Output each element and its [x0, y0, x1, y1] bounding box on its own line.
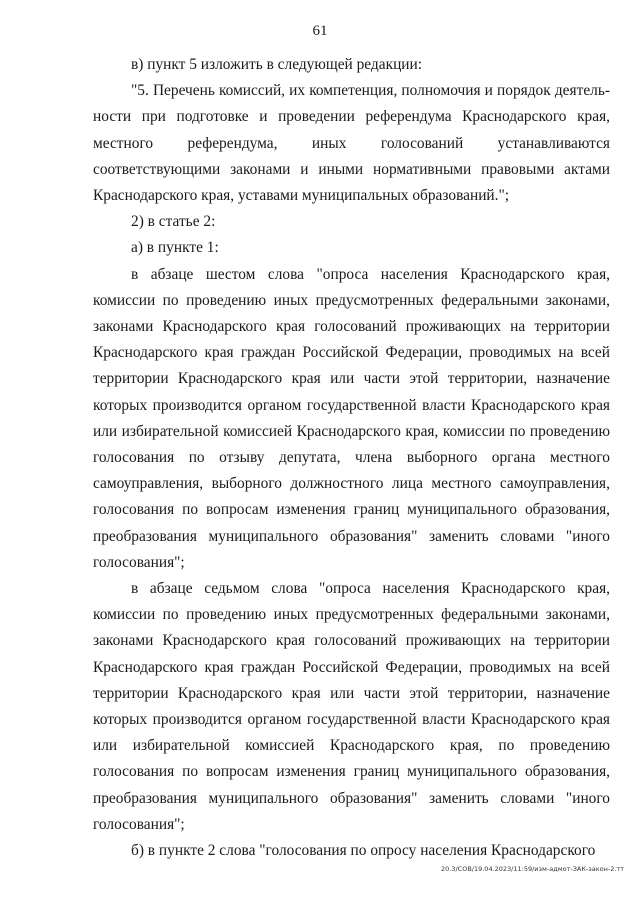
paragraph-quoted-point-5: "5. Перечень комиссий, их компетенция, полномочия и порядок деятельности при подготовке и проведении референдума Краснодарского края, местного референдума, иных голосований устанавливаются соответствующими законами и иными нормативными правовыми актами Краснодарского края, уставами муниципальных образований.";: [93, 82, 610, 205]
paragraph-point-2: б) в пункте 2 слова "голосования по опросу населения Краснодарского: [131, 842, 596, 860]
document-footer-code: 20.3/СОВ/19.04.2023/11:59/изм-адмот-ЗАК-закон-2.тт: [441, 865, 624, 873]
document-body: [93, 52, 610, 864]
page-number: 61: [312, 23, 328, 39]
paragraph-point-1: а) в пункте 1:: [131, 239, 219, 257]
paragraph-sixth-clause: в абзаце шестом слова "опроса населения Краснодарского края, комиссии по проведению иных предусмотренных федеральными законами, законами Краснодарского края голосований проживающих на территории Краснодарского края граждан Российской Федерации, проводимых на всей территории Краснодарского края или части этой территории, назначение которых производится органом государственной власти Краснодарского края или избирательной комиссией Краснодарского края, комиссии по проведению голосования по отзыву депутата, члена выборного органа местного самоуправления, выборного должностного лица местного самоуправления, голосования по вопросам изменения границ муниципального образования, преобразования муниципального образования" заменить словами "иного голосования";: [93, 265, 610, 571]
paragraph-article-2: 2) в статье 2:: [131, 213, 216, 231]
paragraph-seventh-clause: в абзаце седьмом слова "опроса населения Краснодарского края, комиссии по проведению иных предусмотренных федеральными законами, законами Краснодарского края голосований проживающих на территории Краснодарского края граждан Российской Федерации, проводимых на всей территории Краснодарского края или части этой территории, назначение которых производится органом государственной власти Краснодарского края или избирательной комиссией Краснодарского края, по проведению голосования по вопросам изменения границ муниципального образования, преобразования муниципального образования" заменить словами "иного голосования";: [93, 580, 610, 833]
paragraph-item-v-intro: в) пункт 5 изложить в следующей редакции:: [131, 56, 423, 73]
